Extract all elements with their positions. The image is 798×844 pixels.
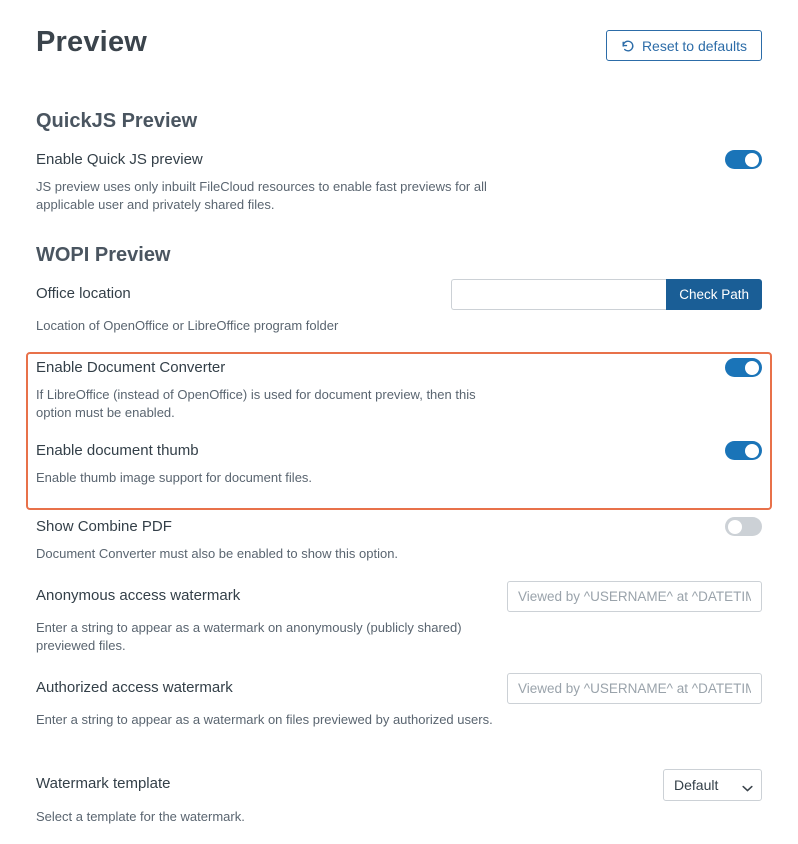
- row-anonymous-access-watermark: [36, 563, 762, 655]
- office-location-control: [451, 279, 762, 310]
- watermark-template-control: [663, 769, 762, 801]
- row-show-combine-pdf: [36, 487, 762, 563]
- row-description: Document Converter must also be enabled to show this option.: [36, 546, 399, 561]
- row-label: Enable Document Converter: [36, 359, 226, 376]
- toggle-enable-document-converter[interactable]: [725, 358, 762, 377]
- row-label: Enable Quick JS preview: [36, 151, 203, 168]
- toggle-show-combine-pdf[interactable]: [725, 517, 762, 536]
- toggle-knob: [745, 361, 759, 375]
- watermark-template-select[interactable]: [663, 769, 762, 801]
- toggle-knob: [728, 520, 742, 534]
- toggle-knob: [745, 153, 759, 167]
- row-description: If LibreOffice (instead of OpenOffice) is used for document preview, then this option must be enabled.: [36, 387, 476, 420]
- authorized-access-watermark-input[interactable]: [507, 673, 762, 704]
- row-description: Location of OpenOffice or LibreOffice program folder: [36, 318, 339, 333]
- row-label: Authorized access watermark: [36, 679, 233, 696]
- row-description: Enter a string to appear as a watermark on files previewed by authorized users.: [36, 712, 493, 727]
- reset-to-defaults-button[interactable]: [606, 30, 762, 61]
- row-description: Select a template for the watermark.: [36, 809, 245, 824]
- page-title: Preview: [36, 26, 148, 58]
- section-title-quickjs: QuickJS Preview: [36, 110, 198, 132]
- row-label: Watermark template: [36, 775, 171, 792]
- row-office-location: [36, 267, 762, 335]
- row-enable-quick-js-preview: [36, 133, 762, 214]
- reset-counterclockwise-icon: [621, 39, 635, 53]
- row-label: Office location: [36, 285, 131, 302]
- check-path-button[interactable]: Check Path: [666, 279, 762, 310]
- section-title-wopi: WOPI Preview: [36, 244, 171, 266]
- toggle-enable-quick-js-preview[interactable]: [725, 150, 762, 169]
- row-enable-document-thumb: [36, 422, 762, 487]
- row-description: JS preview uses only inbuilt FileCloud resources to enable fast previews for all applicable user and privately shared files.: [36, 179, 487, 212]
- page-header: [36, 0, 762, 62]
- row-label: Show Combine PDF: [36, 518, 172, 535]
- row-label: Enable document thumb: [36, 442, 199, 459]
- toggle-knob: [745, 444, 759, 458]
- row-watermark-template: [36, 729, 762, 826]
- row-description: Enter a string to appear as a watermark on anonymously (publicly shared) previewed files.: [36, 620, 462, 653]
- row-enable-document-converter: [36, 335, 762, 422]
- row-authorized-access-watermark: [36, 655, 762, 729]
- reset-button-label: Reset to defaults: [641, 37, 747, 54]
- anonymous-access-watermark-input[interactable]: [507, 581, 762, 612]
- office-location-input[interactable]: [451, 279, 666, 310]
- row-label: Anonymous access watermark: [36, 587, 241, 604]
- toggle-enable-document-thumb[interactable]: [725, 441, 762, 460]
- row-description: Enable thumb image support for document files.: [36, 470, 313, 485]
